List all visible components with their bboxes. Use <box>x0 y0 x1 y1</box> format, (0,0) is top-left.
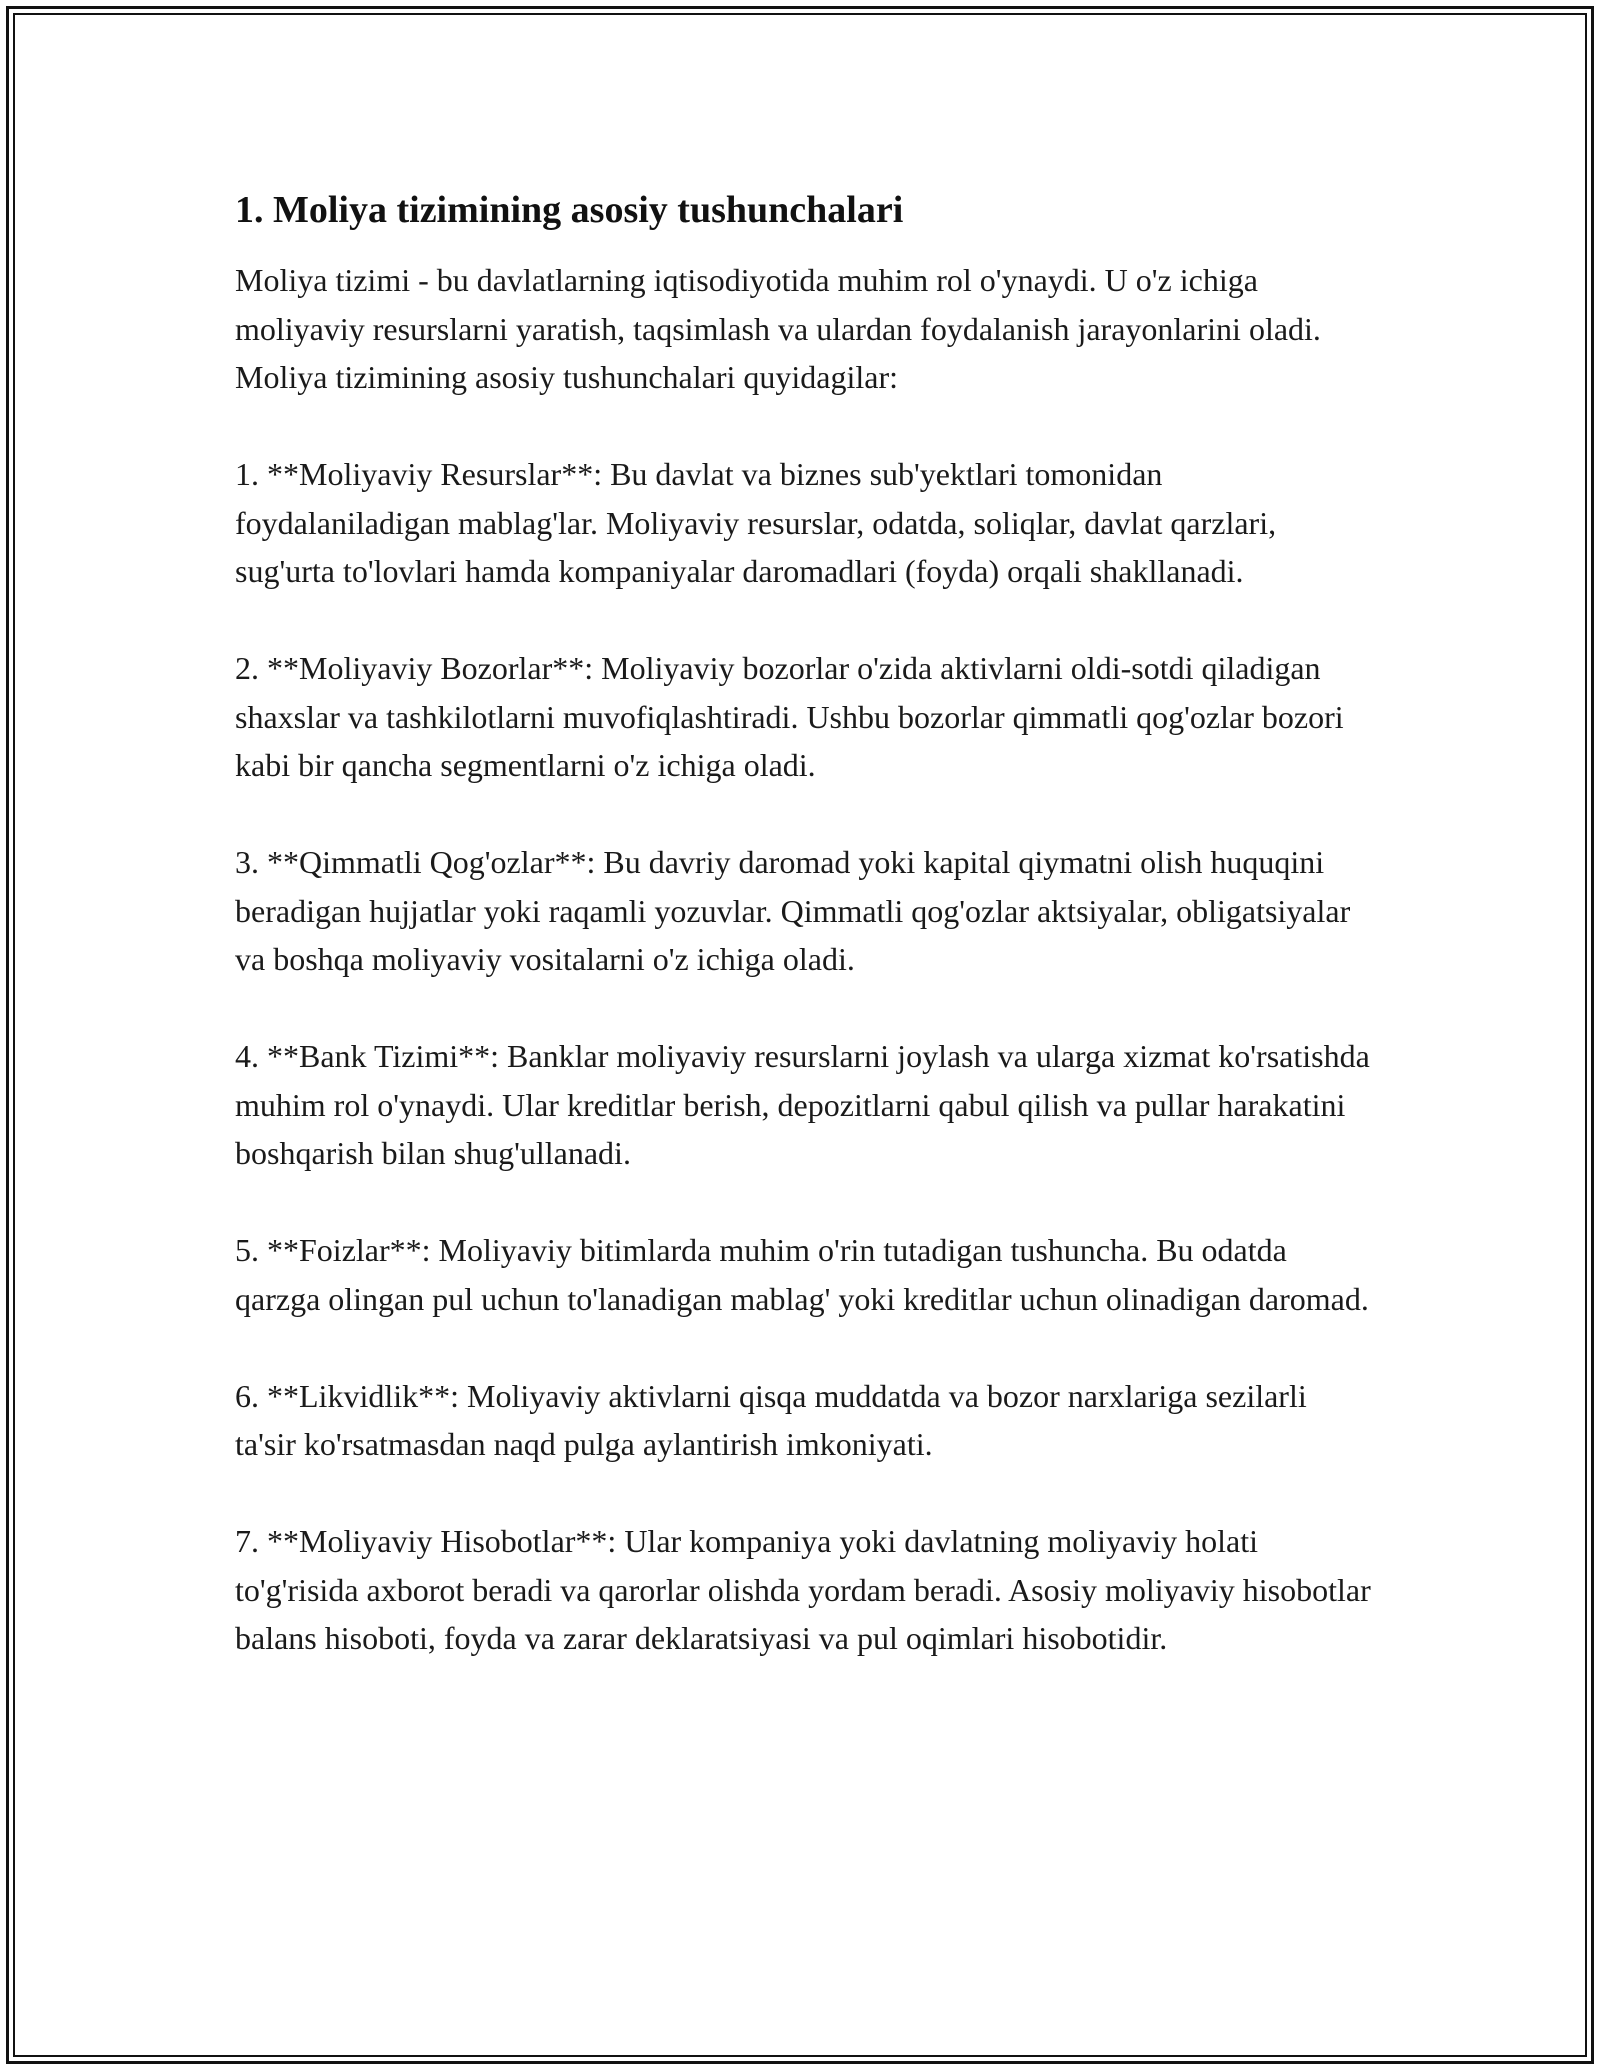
list-item-likvidlik: 6. **Likvidlik**: Moliyaviy aktivlarni qisqa muddatda va bozor narxlariga sezilarli ta'sir ko'rsatmasdan naqd pulga aylantirish imkoniyati. <box>235 1377 1307 1462</box>
list-item-moliyaviy-resurslar: 1. **Moliyaviy Resurslar**: Bu davlat va biznes sub'yektlari tomonidan foydalaniladigan mablag'lar. Moliyaviy resurslar, odatda, soliqlar, davlat qarzlari, sug'urta to'lovlari hamda kompaniyalar daromadlari (foyda) orqali shakllanadi. <box>235 456 1277 589</box>
list-item-qimmatli-qogozlar: 3. **Qimmatli Qog'ozlar**: Bu davriy daromad yoki kapital qiymatni olish huquqini beradigan hujjatlar yoki raqamli yozuvlar. Qimmatli qog'ozlar aktsiyalar, obligatsiyalar va boshqa moliyaviy vositalarni o'z ichiga oladi. <box>235 844 1351 977</box>
list-item-bank-tizimi: 4. **Bank Tizimi**: Banklar moliyaviy resurslarni joylash va ularga xizmat ko'rsatishda muhim rol o'ynaydi. Ular kreditlar berish, depozitlarni qabul qilish va pullar harakatini boshqarish bilan shug'ullanadi. <box>235 1038 1370 1171</box>
document-body <box>235 186 1375 1663</box>
intro-paragraph: Moliya tizimi - bu davlatlarning iqtisodiyotida muhim rol o'ynaydi. U o'z ichiga moliyaviy resurslarni yaratish, taqsimlash va ulardan foydalanish jarayonlarini oladi. Moliya tizimining asosiy tushunchalari quyidagilar: <box>235 262 1321 395</box>
list-item-moliyaviy-bozorlar: 2. **Moliyaviy Bozorlar**: Moliyaviy bozorlar o'zida aktivlarni oldi-sotdi qiladigan shaxslar va tashkilotlarni muvofiqlashtiradi. Ushbu bozorlar qimmatli qog'ozlar bozori kabi bir qancha segmentlarni o'z ichiga oladi. <box>235 650 1344 783</box>
list-item-foizlar: 5. **Foizlar**: Moliyaviy bitimlarda muhim o'rin tutadigan tushuncha. Bu odatda qarzga olingan pul uchun to'lanadigan mablag' yoki kreditlar uchun olinadigan daromad. <box>235 1232 1369 1317</box>
document-title: 1. Moliya tizimining asosiy tushunchalari <box>235 189 904 231</box>
list-item-moliyaviy-hisobotlar: 7. **Moliyaviy Hisobotlar**: Ular kompaniya yoki davlatning moliyaviy holati to'g'risida axborot beradi va qarorlar olishda yordam beradi. Asosiy moliyaviy hisobotlar balans hisoboti, foyda va zarar deklaratsiyasi va pul oqimlari hisobotidir. <box>235 1523 1371 1656</box>
